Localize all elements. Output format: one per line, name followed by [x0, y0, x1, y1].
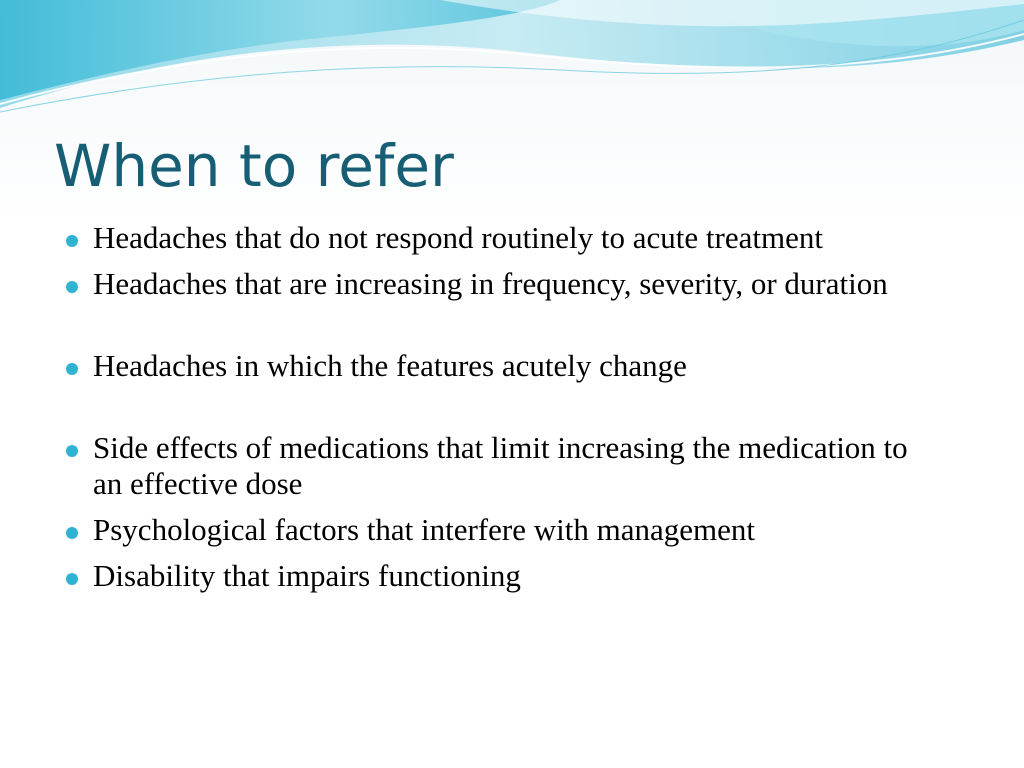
bullet-item: [64, 558, 924, 594]
bullet-list: [64, 220, 924, 594]
bullet-item: [64, 348, 924, 384]
bullet-marker-icon: [66, 445, 78, 457]
bullet-text: Headaches that are increasing in frequency, severity, or duration: [93, 266, 888, 301]
bullet-marker-icon: [66, 363, 78, 375]
bullet-item: [64, 266, 924, 302]
bullet-item: [64, 220, 924, 256]
bullet-marker-icon: [66, 527, 78, 539]
slide-title: When to refer: [54, 132, 454, 200]
bullet-marker-icon: [66, 573, 78, 585]
decorative-wave-header: [0, 0, 1024, 120]
bullet-text: Disability that impairs functioning: [93, 558, 521, 593]
bullet-item: [64, 430, 924, 502]
bullet-text: Psychological factors that interfere with management: [93, 512, 755, 547]
bullet-text: Headaches in which the features acutely change: [93, 348, 687, 383]
bullet-text: Headaches that do not respond routinely to acute treatment: [93, 220, 823, 255]
bullet-text: Side effects of medications that limit increasing the medication to an effective dose: [93, 430, 908, 501]
bullet-marker-icon: [66, 235, 78, 247]
bullet-marker-icon: [66, 281, 78, 293]
bullet-item: [64, 512, 924, 548]
